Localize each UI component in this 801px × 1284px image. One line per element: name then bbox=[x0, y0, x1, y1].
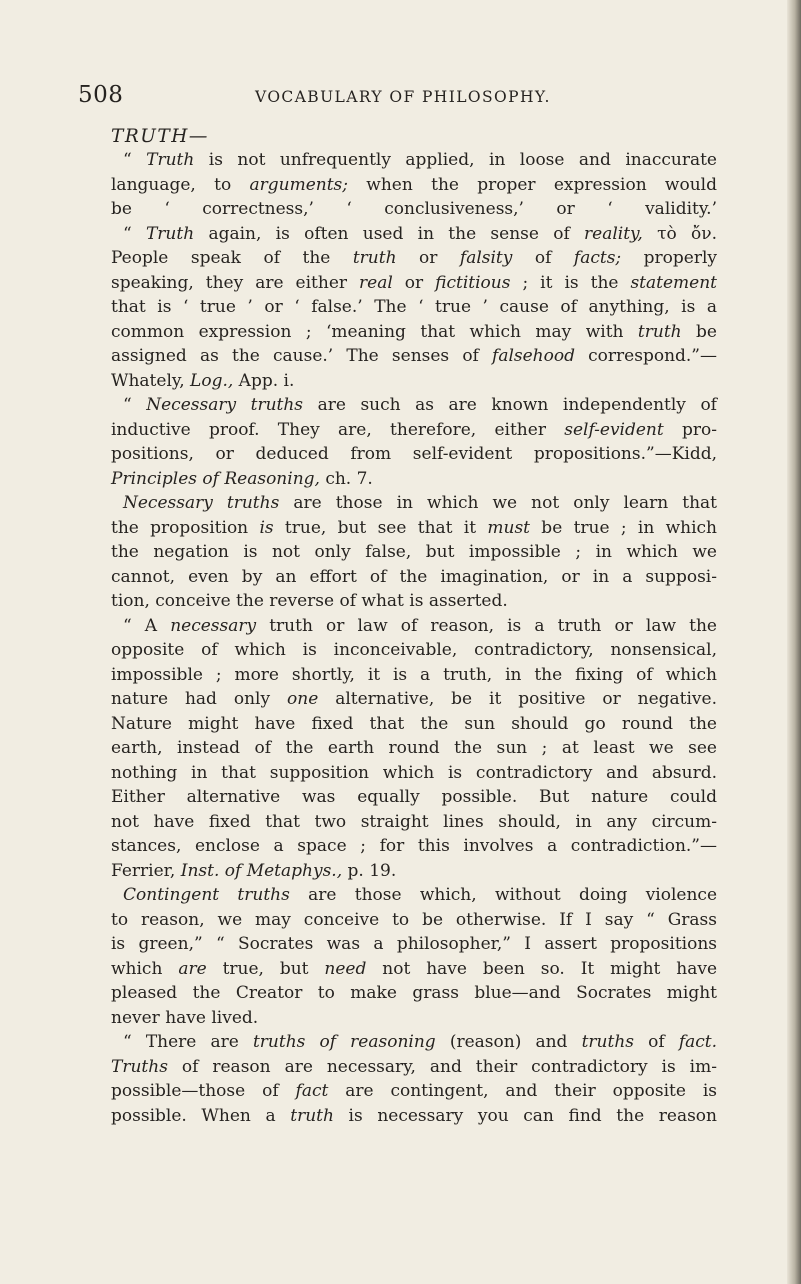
text-segment: language, to bbox=[111, 174, 250, 195]
text-line bbox=[111, 981, 717, 1006]
text-line bbox=[111, 344, 717, 369]
text-segment: positions, or deduced from self-evident propositions.”—Kidd, bbox=[111, 444, 717, 464]
text-line bbox=[111, 883, 717, 908]
text-segment: are contingent, and their opposite is bbox=[328, 1081, 717, 1101]
text-segment: possible—those of bbox=[111, 1081, 296, 1101]
text-segment: “ A bbox=[123, 615, 171, 636]
text-segment: Whately, bbox=[111, 370, 191, 391]
text-segment: Ferrier, bbox=[111, 860, 181, 881]
text-line bbox=[111, 663, 717, 688]
text-segment: pro- bbox=[663, 419, 717, 440]
text-line bbox=[111, 516, 717, 541]
text-line bbox=[111, 638, 717, 663]
italic-text: facts; bbox=[573, 248, 622, 268]
text-segment: pleased the Creator to make grass blue—and Socrates might bbox=[111, 983, 717, 1003]
text-line bbox=[111, 222, 717, 247]
text-segment: Nature might have fixed that the sun should go round the bbox=[111, 713, 717, 734]
italic-text: Necessary truths bbox=[123, 493, 280, 513]
text-line bbox=[111, 589, 717, 614]
text-segment: “ bbox=[123, 223, 146, 244]
page-number: 508 bbox=[78, 82, 124, 108]
running-title: VOCABULARY OF PHILOSOPHY. bbox=[255, 88, 551, 106]
text-line bbox=[111, 908, 717, 933]
text-segment: is green,” “ Socrates was a philosopher,” I assert propositions bbox=[111, 934, 717, 954]
text-segment: is necessary you can find the reason bbox=[333, 1105, 717, 1126]
text-segment: People speak of the bbox=[111, 248, 353, 268]
text-segment: truth or law of reason, is a truth or law the bbox=[256, 615, 717, 636]
text-line bbox=[111, 859, 717, 884]
italic-text: statement bbox=[630, 272, 717, 293]
italic-text: Necessary truths bbox=[146, 395, 304, 415]
text-segment: of reason are necessary, and their contradictory is im- bbox=[167, 1056, 717, 1077]
text-segment: or bbox=[396, 248, 460, 268]
text-segment: inductive proof. They are, therefore, either bbox=[111, 419, 565, 440]
text-segment: true, but see that it bbox=[273, 517, 488, 538]
text-segment: assigned as the cause.’ The senses of bbox=[111, 346, 493, 366]
italic-text: truths of reasoning bbox=[252, 1032, 436, 1052]
italic-text: reality, bbox=[584, 223, 643, 244]
text-line bbox=[111, 565, 717, 590]
text-line bbox=[111, 442, 717, 467]
text-line bbox=[111, 467, 717, 492]
text-segment: be true ; in which bbox=[530, 517, 717, 538]
text-segment: which bbox=[111, 958, 179, 979]
italic-text: truth bbox=[352, 248, 397, 268]
italic-text: necessary bbox=[170, 615, 257, 636]
text-line bbox=[111, 320, 717, 345]
text-segment: of bbox=[512, 248, 574, 268]
text-segment: or bbox=[392, 272, 436, 293]
italic-text: fact. bbox=[678, 1032, 717, 1052]
text-segment: “ bbox=[123, 150, 147, 170]
italic-text: truth bbox=[637, 321, 682, 342]
text-segment: τὸ ὄν. bbox=[642, 223, 717, 244]
text-line bbox=[111, 148, 717, 173]
text-line bbox=[111, 197, 717, 222]
text-line bbox=[111, 540, 717, 565]
italic-text: fact bbox=[295, 1081, 329, 1101]
text-line bbox=[111, 712, 717, 737]
entry-heading: TRUTH— bbox=[111, 126, 209, 147]
italic-text: arguments; bbox=[249, 174, 349, 195]
text-segment: again, is often used in the sense of bbox=[194, 223, 585, 244]
text-line bbox=[111, 1006, 717, 1031]
text-segment: alternative, be it positive or negative. bbox=[318, 689, 717, 709]
text-segment: true, but bbox=[206, 958, 325, 979]
text-line bbox=[111, 1055, 717, 1080]
text-line bbox=[111, 785, 717, 810]
text-segment: that is ‘ true ’ or ‘ false.’ The ‘ true ’ cause of anything, is a bbox=[111, 297, 717, 317]
italic-text: Truth bbox=[146, 150, 195, 170]
text-segment: are those in which we not only learn that bbox=[279, 493, 717, 513]
italic-text: Truth bbox=[145, 223, 195, 244]
text-segment: “ There are bbox=[123, 1032, 253, 1052]
italic-text: Contingent truths bbox=[123, 885, 290, 905]
text-line bbox=[111, 369, 717, 394]
text-line bbox=[111, 736, 717, 761]
text-line bbox=[111, 295, 717, 320]
text-segment: not have fixed that two straight lines should, in any circum- bbox=[111, 811, 717, 832]
text-line bbox=[111, 932, 717, 957]
text-segment: opposite of which is inconceivable, contradictory, nonsensical, bbox=[111, 640, 717, 660]
text-line bbox=[111, 1030, 717, 1055]
text-segment: to reason, we may conceive to be otherwise. If I say “ Grass bbox=[111, 909, 717, 930]
text-segment: is not unfrequently applied, in loose and inaccurate bbox=[194, 150, 717, 170]
italic-text: self-evident bbox=[564, 419, 664, 440]
page-edge-shadow bbox=[787, 0, 801, 1284]
italic-text: Principles of Reasoning, bbox=[111, 468, 320, 489]
italic-text: Truths bbox=[111, 1056, 168, 1077]
text-segment: nature had only bbox=[111, 689, 288, 709]
text-line bbox=[111, 271, 717, 296]
text-segment: when the proper expression would bbox=[348, 174, 717, 195]
text-line bbox=[111, 246, 717, 271]
text-segment: not have been so. It might have bbox=[366, 958, 718, 979]
text-segment: be bbox=[681, 321, 717, 342]
text-line bbox=[111, 1104, 717, 1129]
text-segment: possible. When a bbox=[111, 1105, 291, 1126]
italic-text: fictitious bbox=[435, 272, 511, 293]
italic-text: real bbox=[359, 272, 393, 293]
italic-text: Inst. of Metaphys., bbox=[180, 860, 343, 881]
text-segment: common expression ; ‘meaning that which may with bbox=[111, 321, 638, 342]
italic-text: truths bbox=[581, 1032, 634, 1052]
text-segment: App. i. bbox=[233, 370, 295, 391]
italic-text: are bbox=[178, 958, 207, 979]
text-line bbox=[111, 614, 717, 639]
text-segment: earth, instead of the earth round the sun ; at least we see bbox=[111, 738, 717, 758]
text-line bbox=[111, 834, 717, 859]
text-line bbox=[111, 393, 717, 418]
text-segment: properly bbox=[621, 248, 718, 268]
text-line bbox=[111, 418, 717, 443]
text-segment: are those which, without doing violence bbox=[289, 885, 718, 905]
text-line bbox=[111, 761, 717, 786]
text-segment: “ bbox=[123, 395, 147, 415]
text-segment: correspond.”— bbox=[574, 346, 717, 366]
text-line bbox=[111, 1079, 717, 1104]
entry-body bbox=[111, 148, 717, 1128]
text-segment: tion, conceive the reverse of what is asserted. bbox=[111, 591, 508, 611]
text-segment: p. 19. bbox=[342, 860, 397, 881]
text-line bbox=[111, 687, 717, 712]
page-header bbox=[0, 74, 801, 108]
text-segment: stances, enclose a space ; for this involves a contradiction.”— bbox=[111, 836, 717, 856]
text-segment: the negation is not only false, but impossible ; in which we bbox=[111, 542, 717, 562]
italic-text: is bbox=[259, 517, 274, 538]
text-line bbox=[111, 957, 717, 982]
text-segment: (reason) and bbox=[435, 1032, 582, 1052]
italic-text: falsity bbox=[459, 248, 513, 268]
text-line bbox=[111, 173, 717, 198]
text-line bbox=[111, 491, 717, 516]
text-segment: of bbox=[634, 1032, 679, 1052]
text-segment: nothing in that supposition which is contradictory and absurd. bbox=[111, 762, 717, 783]
text-segment: the proposition bbox=[111, 517, 260, 538]
text-segment: impossible ; more shortly, it is a truth, in the fixing of which bbox=[111, 664, 717, 685]
italic-text: Log., bbox=[190, 370, 234, 391]
italic-text: one bbox=[287, 689, 319, 709]
italic-text: must bbox=[487, 517, 530, 538]
text-segment: cannot, even by an effort of the imagination, or in a supposi- bbox=[111, 566, 717, 587]
text-segment: ; it is the bbox=[510, 272, 631, 293]
italic-text: truth bbox=[290, 1105, 334, 1126]
text-line bbox=[111, 810, 717, 835]
text-segment: speaking, they are either bbox=[111, 272, 360, 293]
text-segment: be ‘ correctness,’ ‘ conclusiveness,’ or ‘ validity.’ bbox=[111, 199, 717, 219]
text-segment: ch. 7. bbox=[319, 468, 373, 489]
italic-text: need bbox=[324, 958, 367, 979]
text-segment: never have lived. bbox=[111, 1007, 259, 1028]
text-segment: are such as are known independently of bbox=[303, 395, 717, 415]
italic-text: falsehood bbox=[492, 346, 575, 366]
text-segment: Either alternative was equally possible. But nature could bbox=[111, 787, 717, 807]
